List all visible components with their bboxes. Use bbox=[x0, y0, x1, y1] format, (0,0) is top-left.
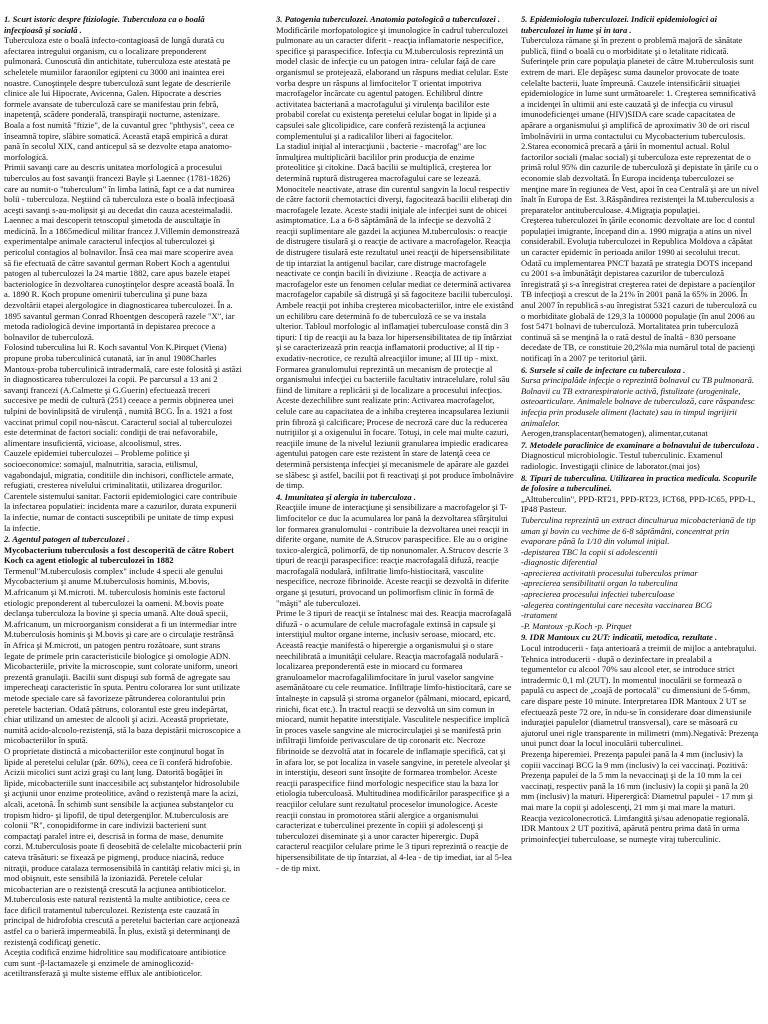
paragraph: Tuberculoza este o boală infecto-contagioasă de lungă durată cu afectarea intregului organism, cu o localizare preponderent pulmonară. Cunoscută din antichitate, tuberculoza este atestată pe scheletele mumiilor faraonilor egipteni cu 3000 ani inaintea erei noastre. Cunoştinţele despre tuberculoză sunt legate de descrierile clinice ale lui Hipocrate, Avicenna, Galen. Hipocrate a descries formele avansate de tuberculoză care se manifestau prin febră, inapetenţă, scădere ponderală, transpiraţii nocturne, astenizare. Boala a fost numită "ftizie", de la cuvantul grec "phthysis", ceea ce înseamnă topire, slăbire somatică. Această etapă empirică a durat pană în secolul XIX, cand anticepul să se dezvolte etapa anatomo-morfologică. bbox=[4, 35, 235, 162]
section bbox=[276, 14, 514, 491]
paragraph: Locul introducerii - faţa anterioară a treimii de mijloc a antebraţului. Tehnica introducerii - după o dezinfectare in prealabil a tegumentelor cu alcool 70% sau alcool eter, se introduce strict intradermic 0,1 ml (2UT). In momentul inoculării se formează o papulă cu aspect de „coajă de portocală" cu dimensiuni de 5-6mm, care dispare peste 10 minute. Interpretarea IDR Mantoux 2 UT se efectuează peste 72 ore, în ndu-se în considerare doar dimensiunile induraţiei papulelor (diametrul transversal), care se măsoară cu ajutorul unei rigle transparente in milimetri (mm).Negativă: Prezenţa unui punct doar la locul inoculării tuberculinei. bbox=[521, 643, 759, 749]
paragraph: -P. Mantoux -p.Koch -p. Pirquet bbox=[521, 620, 632, 631]
paragraph: Termenul"M.tuberculosis complex" include 4 specii ale genului Mycobacterium şi anume M.tuberculosis hominis, M.bovis, M.africanum şi M.microti. M. tuberculosis hominis este factorul etiologic preponderent al tuberculozei la oameni. M.bovis poate declanşa tuberculoza la bovine şi specia umană. Alte două specii, M.africanum, un microorganism considerat a fi un intermediar intre M.tuberculosis hominis şi M.bovis şi care are o circulaţie restrânsă în Africa şi M.microti, un patogen pentru rozătoare, sunt strans legate de primele prin caracteristicile biologice şi omologie ADN. Micobacteriile, privite la microscopie, sunt colorate uniform, uneori prezentă granulaţii. Bacilii sunt dispuşi sub formă de agregate sau imperecheaţi caracteristic în sputa. Pentru colorarea lor sunt utilizate metode speciale care să favorizeze pătrunderea colorantului prin peretele bacterian. Odată pătruns, colorantul este greu indepărtat, chiar utilizand un amestec de alcooli şi acizi. Această proprietate, numită acido-alcoolo-rezistenţă, stă la baza depistării microscopice a micobacteriilor în spută. bbox=[4, 565, 241, 746]
column-2 bbox=[276, 14, 514, 1014]
section-heading: 8. Tipuri de tuberculina. Utilizarea in practica medicala. Scopurile de folosire a tuberculinei. bbox=[521, 472, 757, 494]
section bbox=[4, 534, 242, 979]
section-heading: 5. Epidemiologia tuberculozei. Indicii epidemiologici ai tuberculozei in lume şi in tara . bbox=[521, 14, 717, 35]
section bbox=[521, 440, 759, 472]
paragraph: Tuberculoza rămane şi în prezent o problemă majoră de sănătate publică, fiind o boală cu o morbiditate şi o letalitate ridicată. Suferinţele prin care populaţia planetei de către M.tuberculosis sunt extrem de mari. Ele depăşesc suma daunelor provocate de toate celelalte bacterii, luate împreună. Cauzele intensificării situaţiei epidemiologice in lume sunt următoarele: 1. Creşterea semnificativă a incidenţei în ultimii ani este cauzată şi de infecţia cu virusul imunodeficienţei umane (HIV)SIDA care scade capacitatea de apărare a organismului şi amplifică de aproximativ 30 de ori riscul îmbolnăvirii in urma contactului cu Mycobacterium tuberculosis. 2.Starea economică precară a ţării în momentul actual. Rolul factorilor sociali (malac social) şi tuberculoza este reprezentat de o primă rolul 95% din cazurile de tuberculoză şi depistate în ţările cu o economie slab dezvoltată. În Europa incidenţa tuberculozei se menţine mare în regiunea de Vest, apoi în cea Centrală şi are un nivel înalt în Europa de Est. 3.Răspândirea rezistenţei la M.tuberculosis a preparatelor antituberculoase. 4.Migraţia populaţiei. bbox=[521, 35, 759, 215]
section bbox=[521, 365, 759, 439]
paragraph: Modificările morfopatologice şi imunologice în cadrul tuberculozei pulmonare au un caracter diferit - reacţia inflamatorie nespecifice, specifice şi paraspecifice. Infecţia cu M.tuberculosis reprezintă un model clasic de infecţie cu un patogen intra- celular faţă de care organismul se protejează, elaborand un răspuns mediat celular. Este vorba despre un răspuns al limfocitelor T orientat impotriva macrofagelor încărcate cu agentul patogen. Echilibrul dintre activitatea bacteriană a macrofagului şi virulenţa bacililor este probabil corelat cu existenţa peretelui celular bogat in lipide şi a capsulei sale glicolipidice, care conferă rezistenţă la acţiunea complementului şi a radicalilor liberi ai fagocitelor. bbox=[276, 24, 509, 141]
paragraph: Primii savanţi care au descris unitatea morfologică a procesului tuberculos au fost savanţii francezi Bayle şi Laennec (1781-1826) care au numit-o "tuberculum" în limba latină, fapt ce a dat numirea bolii - tuberculoza. Neştiind că tuberculoza este o boală infecţioasă aceşti savanţi s-au-molipsit şi au decedat din cauza acesteimaladii. Laennec a mai descoperit tetoscopul şimetoda de auscultaţie în medicină. În a 1865medicul militar francez J.Villemin demonstrează experimentalpe animale caracterul infecţios al tuberculozei şi pericolul contagios al bolnavilor. Însă cea mai mare scoperire avea să fie efectuată de către savantul german Robert Koch a agentului patogen al tuberculozei la 24 martie 1882, care apus bazele etapei bacteriologice în dezvoltarea cunoştinţelor despre această boală. În a. 1890 R. Koch propune omenirii tuberculina şi pune baza dezvoltării etapei alergologice in diagnosticarea tuberculozei. În a. 1895 savantul german Conrad Rhoentgen descoperă razele "X", iar metoda radiologică devine importantă in depistarea precoce a bolnavilor de tuberculoză. bbox=[4, 162, 240, 342]
paragraph: Creşterea tuberculozei în ţările economic dezvoltate are loc d contul populaţiei imigrante, începand din a. 1990 migraţia a atins un nivel considerabil. Evoluţia tuberculozei in Republica Moldova a căpătat un caracter epidemic în perioada anilor 1990 ai secolului trecut. Odată cu implementarea PNCT bazată pe strategia DOTS incepand cu 2001 s-a îmbunătăţit depistarea cazurilor de tuberculoză înregistrată şi s-a înregistrat creşterea ratei de depistare a pacienţilor TB infecţioşi a crescut de la 21% în 2001 pană la 65% in 2006. În anul 2007 în republică s-au înregistrat 5321 cazuri de tuberculoză cu o morbiditate globală de 129,3 la 100000 populaţie (în anul 2006 au fost 5471 bolnavi de tuberculoză. Mortalitatea prin tuberculoză continuă să se menţină la o rată destul de înaltă - 830 persoane decedate de TB, ce constituie 20,2%la mia numărul total de pacienţi notificaţi în a 2007 pe teritoriul ţării. bbox=[521, 215, 757, 363]
paragraph: O proprietate distinctă a micobacteriilor este conţinutul bogat în lipide al peretelui celular (pâr. 60%), ceea ce îi conferă hidrofobie. Acizii micolici sunt acizi graşi cu lanţ lung. Datorită bogăţiei în lipide, micobacteriile sunt inaccesibile acţ substanţelor hidrosolubile şi acţiunii unor enzime proteolitice, având o rezistenţă mare la acizi, alcali, acetonă. În schimb sunt sensibile la acţiunea substanţelor cu tropism hidro- şi lipofil, de tipul detergenţilor. M.tuberculosis are colonii "R", conopidiforme in care indivizii bacterieni sunt compactaţi paralel intre ei, descrisă in forma de mase, denumite corzi. M.tuberculosis poate fi deosebită de celelalte micobacterii prin cateva trăsături: se fixează pe pigmenţi, produce niacină, reduce nitraţii, produce catalaza termosensibilă în cantităţi relativ mici şi, in mod obişnuit, este sensibilă la izoniazidă. Peretele celular micobacterian are o rezistenţă crescută la acţiunea antibioticelor. M.tuberculosis este natural rezistentă la multe antibiotice, ceea ce face dificil tratamentul tuberculozei. Rezistenţa este cauzată în principal de hidrofobia crescută a peretelui bacterian care acţionează astfel ca o barieră impermeabilă. În plus, există şi determinanţi de rezistenţă codificaţi genetic. bbox=[4, 745, 242, 947]
paragraph: Aerogen,transplacentar(hematogen), alimentar,cutanat bbox=[521, 428, 708, 439]
section-heading: 6. Sursele si caile de infectare cu tuberculoza . bbox=[521, 364, 686, 375]
section-heading: 4. Imunitatea şi alergia in tuberculoza . bbox=[276, 491, 416, 502]
column-1 bbox=[4, 14, 242, 1014]
paragraph: -depistarea TBC la copii si adolescentii -diagnostic diferential -aprecierea activitatii procesului tuberculos primar -aprecierea sensibilitatii organ la tuberculina -aprecierea procesului infectiei tuberculoase -alegerea contingentului care necesita vaccinarea BCG -tratament bbox=[521, 546, 713, 621]
section-heading: 1. Scurt istoric despre ftiziologie. Tuberculoza ca o boală infecţioasă şi socială . bbox=[4, 14, 205, 35]
section bbox=[521, 14, 759, 364]
paragraph: Prime le 3 tipuri de reacţii se întalnesc mai des. Reacţia macrofagală difuză - o acumulare de celule macrofagale extinsă in capsule şi interstiţiul multor organe interne, inclusiv seroase, miocard, etc. Această reacţie manifestă o hiperergie a organismului şi o stare neechilibrată a imunităţii celulare. Reacţia macrofagală nodulară - localizarea preponderentă este in miocard cu formarea granuloamelor macrofagalilimfocitare în jurul vaselor sangvine asemănătoare cu cele reumatice. Infiltraţie limfo-histiocitară, care se întalneşte in capsulă şi stroma organelor (pălmani, miocard, epicard, rinichi, ficat etc.). În tractul reacţii se dezvoltă un sim comun in miocard, numit hepatite interstiţiale. Vasculitele nespecifice implică în proces vasele sangvine ale microcirculaţiei şi se manifestă prin infiltraţii limfoide perivasculare de tip coronarit etc. Necroze fibrinoide se dezvoltă atat in focarele de inflamaţie specifică, cat şi în afara lor, se pot localiza in vasele sangvine, in peretele alveolar şi in interstiţiu, deseori sunt însoţite de formarea trombelor. Aceste reacţii paraspecifice fiind morfologic nespecifice stau la baza lor etiologia tuberculoasă. Multitudinea modificărilor paraspecifice şi a reacţiilor celulare sunt rezultatul proceselor imunologice. Aceste reacţii constau in promotorea stării alergice a organismului caracterizat e tuberculinei prezente în copiii şi adolescenţi şi tuberculozei diseminate şi a unor caracter hiperergic. După caracterul reacţiilor celulare prime le 3 tipuri reprezintă o reacţie de hipersensibilitate de tip întarziat, al 4-lea - de tip imediat, iar al 5-lea - de tip mixt. bbox=[276, 608, 512, 873]
paragraph: „Alttuberculin", PPD-RT21, PPD-RT23, ICT68, PPD-IC65, PPD-L, IP48 Pasteur. bbox=[521, 493, 756, 515]
section bbox=[4, 14, 242, 533]
paragraph: Prezenţa hiperemiei. Prezenţa papulei pană la 4 mm (inclusiv) la copiii vaccinaţi BCG la 9 mm (inclusiv) la cei vaccinaţi. Pozitivă: Prezenţa papulei de la 5 mm la nevaccinaţi şi de la 10 mm la cei vaccinaţi, respectiv pană la 16 mm (inclusiv) la copii şi pană la 20 mm (inclusiv) la maturi. Hiperergică: Diametrul papulei - 17 mm şi mai mare la copii şi adolescenţi, 21 mm şi mai mare la maturi. Reacţia vezicolonecrotică. Limfangită şi/sau adenopatie regională. IDR Mantoux 2 UT pozitivă, apărută pentru prima dată în urma primoinfecţiei tuberculoase, se numeşte viraj tuberculinic. bbox=[521, 748, 754, 844]
section-heading: 3. Patogenia tuberculozei. Anatomia patologică a tuberculozei . bbox=[276, 14, 501, 24]
section-heading: 7. Metodele paraclinice de examinare a bolnavului de tuberculoza . bbox=[521, 439, 759, 450]
section bbox=[521, 632, 759, 844]
section-heading: 9. IDR Mantoux cu 2UT: indicatii, metodica, rezultate . bbox=[521, 632, 718, 643]
paragraph: Mycobacterium tuberculosis a fost descoperită de către Robert Koch ca agent etiologic al tuberculozei în 1882 bbox=[4, 544, 234, 566]
paragraph: Diagnosticul microbiologic. Testul tuberculinic. Examenul radiologic. Investigaţii clinice de laborator.(mai jos) bbox=[521, 450, 723, 471]
paragraph: Tuberculina reprezintă un extract dinculturua micobacteriană de tip uman şi bovin cu vechime de 6-8 săptămâni, concentrat prin evaporare până la 1/10 din volumul iniţial. bbox=[521, 514, 756, 547]
section bbox=[521, 473, 759, 632]
column-3 bbox=[521, 14, 759, 1014]
paragraph: Aceştia codifică enzime hidrolitice sau modificatoare antibiotice cum sunt -β-lactamazele şi enzimele de aminoglicozid-acetiltransferază şi multe sisteme efflux ale antibioticelor. bbox=[4, 947, 226, 979]
paragraph: La stadiul iniţial al interacţiunii , bacterie - macrofag" are loc înmulţirea multiplicării bacililor prin producţia de enzime proteolitice şi citokine. Dacă bacilii se multiplică, creşterea lor determină ruptură distrugerea macrofagului care se lezează. Monocitele neactivate, atrase din curentul sangvin la locul respectiv de către factorii chemotactici diverşi, fagocitează bacilii eliberaţi din macrofagele lezate. Aceste stadii iniţiale ale infecţiei sunt de obicei asimptomatice. La a 6-8 săptămână de la infecţie se dezvoltă 2 reacţii suplimentare ale gazdei la acţiunea M.tuberculosis: o reacţie de distrugere tisulară şi o reacţie de activare a macrofagelor. Reacţia de distrugere tisulară este rezultatul unei reacţii de hipersensibilitate de tip intarziat la antigenul bacilar, care distruge macrofagele neactivate ce conţin bacili în diviziune . Reacţia de activare a macrofagelor este un fenomen celular mediat ce determină activarea macrofagelor capabile să distrugă şi să fagociteze bacilii tuberculoşi. Ambele reacţii pot inhiba creşterea micobacteriilor, intre ele existând un echilibru care determină fo de tuberculoză ce se va instala ulterior. Tabloul morfologic al inflamaţiei tuberculoase constă din 3 tipuri: I tip de reacţii au la baza lor hipersensibilitatea de tip întârziat şi se caracterizează prin reacţia inflamatorii productive; al II tip - exudativ-necrotice, ce rezultă alreacţiilor imune; al III tip - mixt. Formarea granulomului reprezintă un mecanism de protecţie al organismului infecţiei cu bacteriile facultativ intracelulare, rolul său fiind de limitare a replicării şi de localizare a procesului infecţios. Aceste dezechilibre sunt realizate prin: Activarea macrofagelor, celule care au capacitatea de a inhiba creşterea incapsularea leziunii prin fibroză şi calcificare; Procese de necroză care duc la reducerea nutriţiilor şi a oxigenului în focare. Totuşi, in cele mai multe cazuri, reacţiile imune de la nivelul leziunii granularea impiedic eradicarea agentului patogen care este rezistent în stare de latenţă ceea ce determină persistenţa infecţiei şi mecanismele de apărare ale gazdei se slăbesc şi astfel, bacilii pot fi reactivaţi şi pot produce îmbolnăvire de timp. bbox=[276, 141, 514, 491]
paragraph: Cauzele epidemiei tuberculozei – Probleme politice şi socioeconomice: somajul, malnutritia, saracia, etilismul, vagabondajul, migratia, conditiile din inchisori, conflictele armate, refugiati, cresterea nivelului criminalitatii, utilizarea drogurilor. Carentele sistemului sanitar. Factorii epidemiologici care contribuie la infectarea populatiei: incidenta mare a cazurilor, durata expunerii la infectie, numar de contacti susceptibili pe unitate de timp expusi la infectie. bbox=[4, 448, 238, 533]
paragraph: Reacţiile imune de interacţiune şi sensibilizare a macrofagelor şi T- limfocitelor ce duc la acumularea lor pană la dezvoltarea sfârşitului lor formarea granulomului - contribuie la dezvoltarea unei reacţii in diferite organe, numite de A.Strucov paraspecifice. Ele au o origine toxico-alergică, polimorfă, de tip nonunomaler. A.Strucov descrie 3 tipuri de reacţii paraspecifice: reacţie macrofagală difuză, reacţie macrofagală nodulară, infiltratie limfo-histiocitară, vasculite nespecifice, necroze fibrinoide. Aceste reacţii se dezvoltă in diferite organe şi ţesuturi, provocand un polimorfism clinic în formă de "măşti" ale tuberculozei. bbox=[276, 502, 509, 608]
paragraph: Sursa principalăde infecţie o reprezintă bolnavul cu TB pulmonară. Bolnavii cu TB extrarespiratorie activă, fistulizate (urogenitale, osteoarticulare. Animalele bolnave de tuberculoză, care răspandesc infecţia prin produsele aliment (lactate) sau in timpul ingrijirii animalelor. bbox=[521, 375, 755, 428]
section bbox=[276, 492, 514, 873]
section-heading: 2. Agentul patogen al tuberculozei . bbox=[4, 534, 130, 545]
paragraph: Folosind tuberculina lui R. Koch savantul Von K.Pirquet (Viena) propune proba tuberculinică cutanată, iar în anul 1908Charles Mantoux-proba tuberculinică intradermală, care este folosită şi astăzi în diagnosticarea tuberculozei la copii. Pe parcursul a 13 ani 2 savanţi francezi (A.Calmette şi G.Guerin) efectuează treceri succesive pe medii de cultură (251) ceeace a permis obţinerea unei tulpini de bovinlipsită de virulenţă , numită BCG. În a. 1921 a fost vaccinat primul copil nou-născut. Caracterul social al tuberculozei este determinat de factori sociali: condiţii de trai nefavorabile, alimentare insuficientă, vicioase, alcoolismul, stres. bbox=[4, 342, 242, 448]
